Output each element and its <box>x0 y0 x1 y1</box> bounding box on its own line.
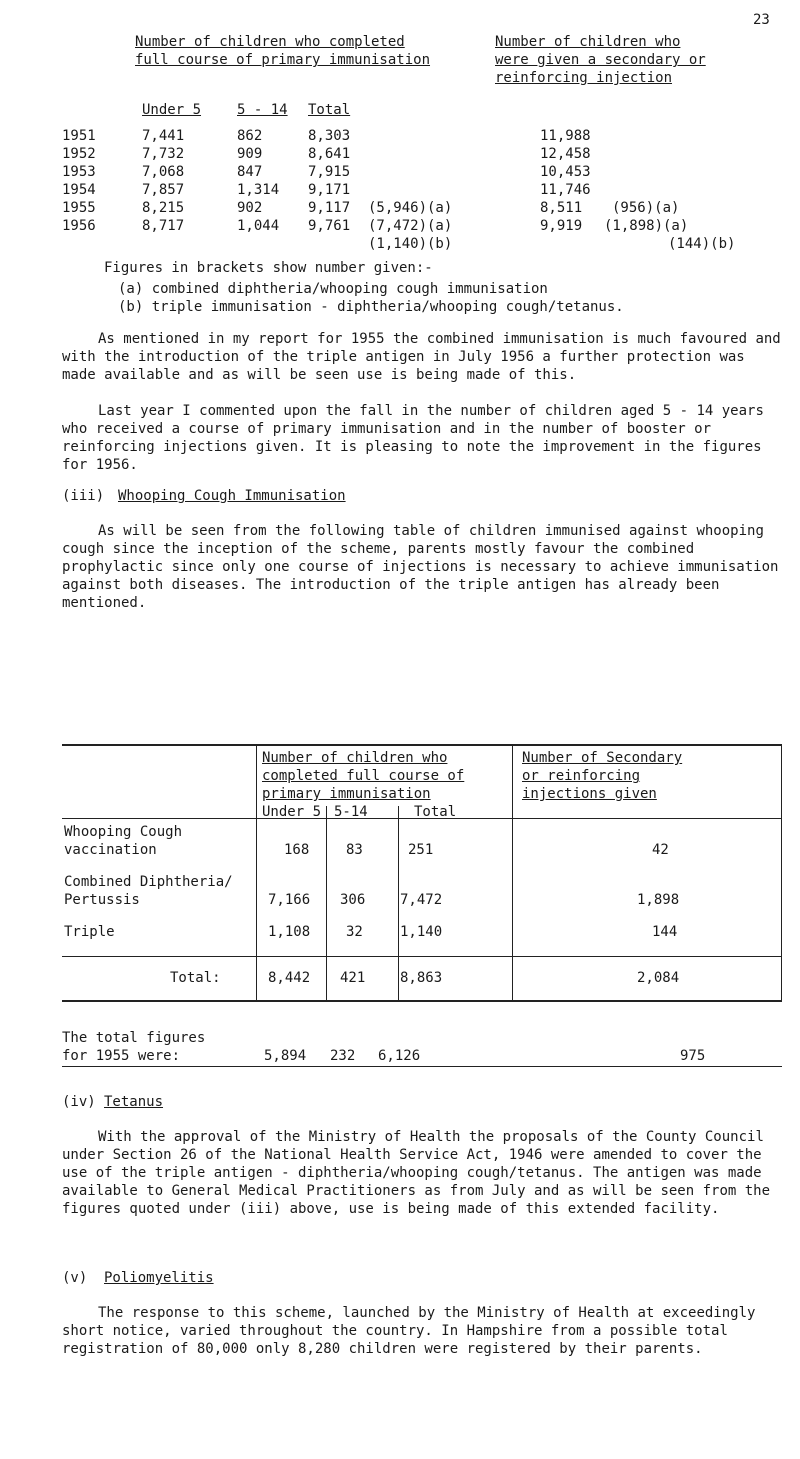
t1-extra-secondary-note: (144)(b) <box>668 236 736 252</box>
t1-5-14: 909 <box>237 146 263 162</box>
t1-secondary-note: (956)(a) <box>612 200 680 216</box>
t2-compare-total: 6,126 <box>378 1048 421 1064</box>
t2-sub-total: Total <box>414 804 457 820</box>
t1-secondary: 8,511 <box>540 200 583 216</box>
t1-footnote-b: (b) triple immunisation - diphtheria/whooping cough/tetanus. <box>118 299 624 315</box>
t1-year: 1955 <box>62 200 96 216</box>
t1-year: 1953 <box>62 164 96 180</box>
t1-secondary: 12,458 <box>540 146 591 162</box>
t1-under5: 7,441 <box>142 128 185 144</box>
t2-total-5-14: 421 <box>340 970 366 986</box>
t1-total: 9,171 <box>308 182 351 198</box>
t1-col-total: Total <box>308 102 351 118</box>
t2-sub-under5: Under 5 <box>262 804 322 820</box>
t1-header-left-line1: Number of children who completed <box>135 34 405 50</box>
t1-row <box>0 128 800 146</box>
t2-total-bottom-rule <box>62 1000 782 1002</box>
t1-5-14: 1,314 <box>237 182 280 198</box>
t2-total-secondary: 2,084 <box>637 970 680 986</box>
t1-year: 1954 <box>62 182 96 198</box>
t2-compare-under5: 5,894 <box>264 1048 307 1064</box>
t1-year: 1956 <box>62 218 96 234</box>
t1-footnote-intro: Figures in brackets show number given:- <box>104 260 433 276</box>
t1-total: 9,117 <box>308 200 351 216</box>
section-v-number: (v) <box>62 1270 88 1286</box>
t1-total: 8,303 <box>308 128 351 144</box>
t1-header-right-line3: reinforcing injection <box>495 70 673 86</box>
t1-row <box>0 218 800 236</box>
t1-5-14: 1,044 <box>237 218 280 234</box>
t1-under5: 8,717 <box>142 218 185 234</box>
t1-secondary: 11,746 <box>540 182 591 198</box>
t2-total-label: Total: <box>170 970 221 986</box>
t1-total: 7,915 <box>308 164 351 180</box>
t1-year: 1951 <box>62 128 96 144</box>
t1-header-left-line2: full course of primary immunisation <box>135 52 431 68</box>
t1-total-note: (5,946)(a) <box>368 200 453 216</box>
paragraph-1: As mentioned in my report for 1955 the combined immunisation is much favoured and with the introduction of the triple antigen in July 1956 a further protection was made available and as will be seen use is being made of this. <box>62 331 781 383</box>
t2-row-label: Combined Diphtheria/ <box>64 874 233 890</box>
t2-cell-under5: 7,166 <box>268 892 311 908</box>
t1-under5: 7,857 <box>142 182 185 198</box>
t2-cell-under5: 1,108 <box>268 924 311 940</box>
t1-secondary: 11,988 <box>540 128 591 144</box>
t2-compare-rule <box>62 1066 782 1067</box>
t1-row <box>0 182 800 200</box>
t2-total-top-rule <box>62 956 782 957</box>
t2-vline-2 <box>326 806 327 1000</box>
t2-row-label: Triple <box>64 924 115 940</box>
t2-row-label: vaccination <box>64 842 157 858</box>
t1-total: 8,641 <box>308 146 351 162</box>
t2-compare-5-14: 232 <box>330 1048 356 1064</box>
t1-extra-total-note: (1,140)(b) <box>368 236 453 252</box>
t1-under5: 8,215 <box>142 200 185 216</box>
t1-year: 1952 <box>62 146 96 162</box>
t2-compare-line1: The total figures <box>62 1030 206 1046</box>
paragraph-3: As will be seen from the following table of children immunised against whooping cough since the inception of the scheme, parents mostly favour the combined prophylactic since only one course of injections is necessary to achieve immunisation against both diseases. The introduction of the triple antigen has already been mentioned. <box>62 523 779 611</box>
t2-compare-line2: for 1955 were: <box>62 1048 181 1064</box>
paragraph-4: With the approval of the Ministry of Health the proposals of the County Council under Section 26 of the National Health Service Act, 1946 were amended to cover the use of the triple antigen - diphtheria/whooping cough/tetanus. The antigen was made available to General Medical Practitioners as from July and as will be seen from the figures quoted under (iii) above, use is being made of this extended facility. <box>62 1129 771 1217</box>
whooping-cough-table <box>62 744 782 1086</box>
t2-h2-line2: or reinforcing <box>522 768 641 784</box>
t2-cell-5-14: 32 <box>346 924 363 940</box>
t2-h2-line3: injections given <box>522 786 657 802</box>
t2-row-label: Whooping Cough <box>64 824 183 840</box>
t1-footnote-a: (a) combined diphtheria/whooping cough immunisation <box>118 281 548 297</box>
section-v-title: Poliomyelitis <box>104 1270 214 1286</box>
t1-row <box>0 200 800 218</box>
t2-sub-5-14: 5-14 <box>334 804 368 820</box>
t2-h2-line1: Number of Secondary <box>522 750 683 766</box>
t2-cell-total: 1,140 <box>400 924 443 940</box>
t1-5-14: 902 <box>237 200 263 216</box>
section-iv-title: Tetanus <box>104 1094 164 1110</box>
t1-row <box>0 146 800 164</box>
t2-vline-4 <box>512 744 513 1000</box>
t1-under5: 7,732 <box>142 146 185 162</box>
t1-secondary: 9,919 <box>540 218 583 234</box>
t2-cell-total: 251 <box>408 842 434 858</box>
t1-total-note: (7,472)(a) <box>368 218 453 234</box>
t2-vline-5 <box>781 744 782 1000</box>
paragraph-5: The response to this scheme, launched by the Ministry of Health at exceedingly short notice, varied throughout the country. In Hampshire from a possible total registration of 80,000 only 8,280 children were registered by their parents. <box>62 1305 756 1357</box>
t2-total-under5: 8,442 <box>268 970 311 986</box>
t2-cell-5-14: 306 <box>340 892 366 908</box>
t1-header-right-line2: were given a secondary or <box>495 52 706 68</box>
t1-row <box>0 164 800 182</box>
section-iv-number: (iv) <box>62 1094 96 1110</box>
t1-col-5-14: 5 - 14 <box>237 102 288 118</box>
t1-5-14: 862 <box>237 128 263 144</box>
t2-vline-1 <box>256 744 257 1000</box>
t2-cell-secondary: 1,898 <box>637 892 680 908</box>
t1-secondary: 10,453 <box>540 164 591 180</box>
t1-total: 9,761 <box>308 218 351 234</box>
t2-cell-5-14: 83 <box>346 842 363 858</box>
t1-col-under5: Under 5 <box>142 102 202 118</box>
t2-compare-secondary: 975 <box>680 1048 706 1064</box>
paragraph-2: Last year I commented upon the fall in the number of children aged 5 - 14 years who received a course of primary immunisation and in the number of booster or reinforcing injections given. It is pleasing to note the improvement in the figures for 1956. <box>62 403 764 473</box>
t2-cell-total: 7,472 <box>400 892 443 908</box>
t2-top-rule <box>62 744 782 746</box>
t1-under5: 7,068 <box>142 164 185 180</box>
section-iii-title: Whooping Cough Immunisation <box>118 488 346 504</box>
t2-h1-line2: completed full course of <box>262 768 465 784</box>
t2-cell-secondary: 144 <box>652 924 678 940</box>
section-iii-number: (iii) <box>62 488 105 504</box>
t2-h1-line1: Number of children who <box>262 750 448 766</box>
t1-5-14: 847 <box>237 164 263 180</box>
t2-h1-line3: primary immunisation <box>262 786 431 802</box>
t2-row-label: Pertussis <box>64 892 140 908</box>
t1-header-right-line1: Number of children who <box>495 34 681 50</box>
t2-cell-under5: 168 <box>284 842 310 858</box>
t2-total-total: 8,863 <box>400 970 443 986</box>
t2-cell-secondary: 42 <box>652 842 669 858</box>
t2-vline-3 <box>398 806 399 1000</box>
t1-secondary-note: (1,898)(a) <box>604 218 689 234</box>
page-number: 23 <box>753 12 770 28</box>
